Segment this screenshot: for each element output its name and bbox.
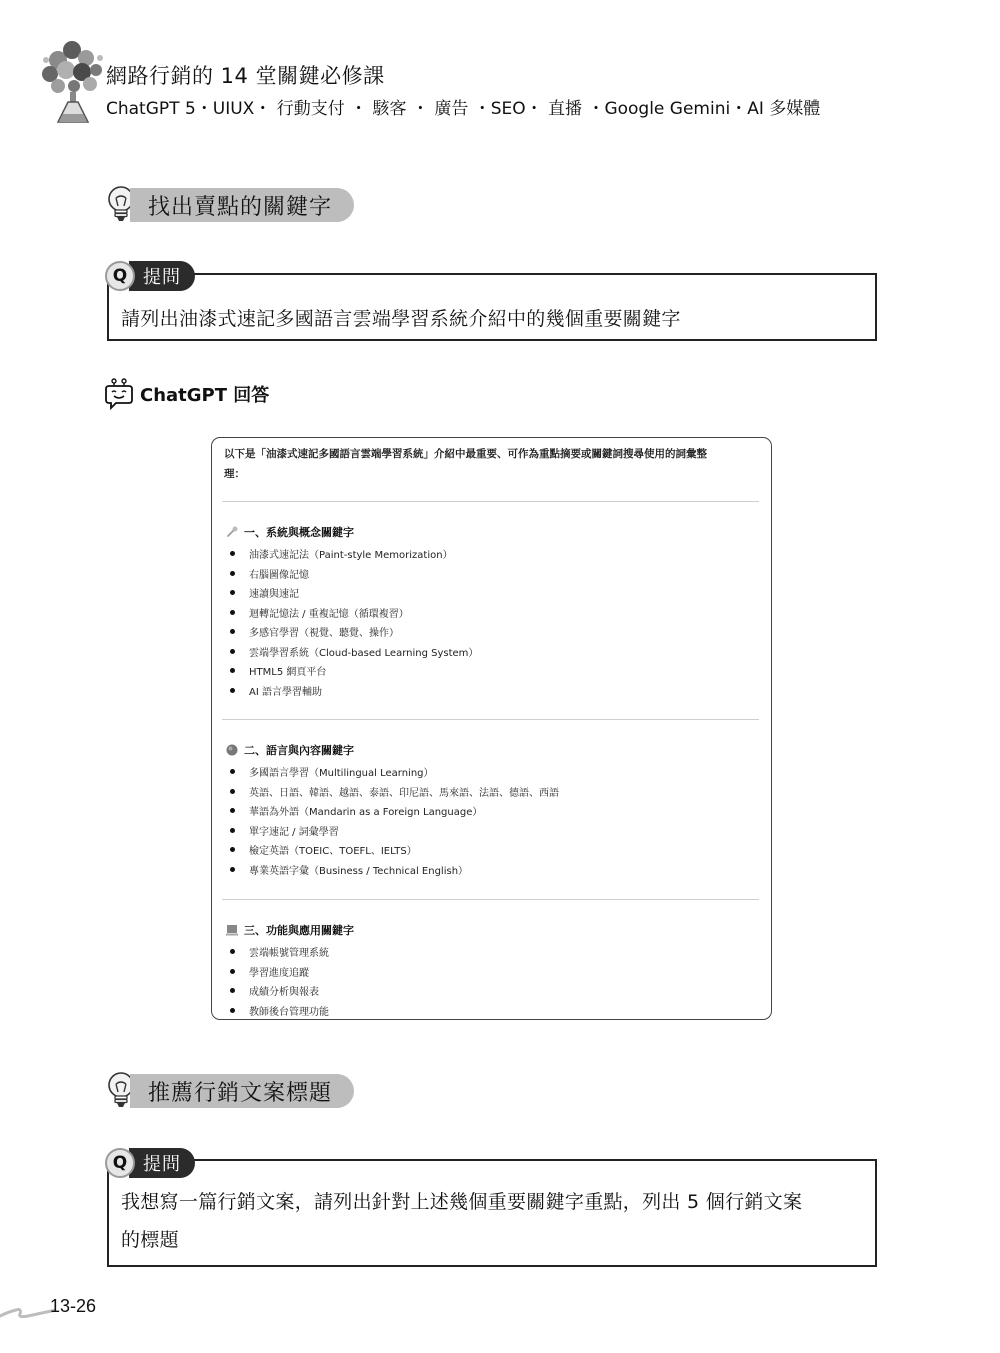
- bullet-icon: [230, 828, 235, 833]
- category-heading-language: [226, 740, 354, 760]
- chatgpt-answer-label: [104, 378, 269, 410]
- question-box: [107, 273, 877, 341]
- answer-intro-line2: 理：: [224, 468, 245, 480]
- list-item-text: 學習進度追蹤: [249, 967, 309, 979]
- list-item: [226, 782, 559, 802]
- list-item: [226, 603, 478, 623]
- divider: [222, 719, 759, 720]
- keyword-list-system: [226, 544, 478, 700]
- question-text-line2: 的標題: [121, 1229, 179, 1251]
- list-item-text: 教師後台管理功能: [249, 1006, 329, 1018]
- bullet-icon: [230, 808, 235, 813]
- category-title: 一、系統與概念關鍵字: [244, 526, 354, 539]
- list-item-text: 單字速記 / 詞彙學習: [249, 826, 339, 838]
- list-item-text: 多感官學習（視覺、聽覺、操作）: [249, 628, 399, 640]
- bullet-icon: [230, 571, 235, 576]
- bullet-icon: [230, 1008, 235, 1013]
- globe-icon: [226, 744, 238, 756]
- list-item-text: 專業英語字彙（Business / Technical English）: [249, 865, 469, 877]
- section-heading-label: 找出賣點的關鍵字: [130, 188, 354, 222]
- question-badge-label: 提問: [129, 1148, 195, 1178]
- key-icon: [226, 526, 238, 538]
- category-heading-features: [226, 920, 354, 940]
- question-badge-label: 提問: [129, 261, 195, 291]
- list-item: [226, 661, 478, 681]
- section-heading-label: 推薦行銷文案標題: [130, 1074, 354, 1108]
- keyword-list-features: [226, 942, 329, 1020]
- list-item: [226, 1001, 329, 1021]
- list-item: [226, 981, 329, 1001]
- list-item-text: 多國語言學習（Multilingual Learning）: [249, 768, 434, 780]
- category-title: 二、語言與內容關鍵字: [244, 744, 354, 757]
- list-item: [226, 942, 329, 962]
- list-item-text: HTML5 網頁平台: [249, 667, 327, 679]
- list-item: [226, 564, 478, 584]
- question-badge: [105, 1146, 195, 1180]
- list-item-text: 右腦圖像記憶: [249, 569, 309, 581]
- category-title: 三、功能與應用關鍵字: [244, 924, 354, 937]
- bullet-icon: [230, 590, 235, 595]
- laptop-icon: [226, 924, 238, 936]
- list-item: [226, 801, 559, 821]
- bullet-icon: [230, 551, 235, 556]
- bullet-icon: [230, 847, 235, 852]
- keyword-list-language: [226, 762, 559, 879]
- bullet-icon: [230, 969, 235, 974]
- bullet-icon: [230, 668, 235, 673]
- page-number: 13-26: [50, 1296, 97, 1316]
- list-item: [226, 821, 559, 841]
- q-letter-icon: Q: [105, 261, 135, 291]
- book-subtitle: ChatGPT 5・UIUX・ 行動支付 ・ 駭客 ・ 廣告 ・SEO・ 直播 ・Google Gemini・AI 多媒體: [106, 99, 821, 119]
- bullet-icon: [230, 610, 235, 615]
- list-item-text: 雲端帳號管理系統: [249, 948, 329, 960]
- list-item-text: AI 語言學習輔助: [249, 686, 322, 698]
- category-heading-system: [226, 522, 354, 542]
- book-header: [38, 38, 858, 128]
- bullet-icon: [230, 988, 235, 993]
- question-badge: [105, 259, 195, 293]
- chatgpt-answer-card: [211, 437, 772, 1020]
- flask-logo-icon: [38, 38, 108, 126]
- list-item-text: 英語、日語、韓語、越語、泰語、印尼語、馬來語、法語、德語、西語: [249, 787, 559, 799]
- list-item: [226, 544, 478, 564]
- list-item: [226, 622, 478, 642]
- divider: [222, 899, 759, 900]
- list-item-text: 油漆式速記法（Paint-style Memorization）: [249, 550, 453, 562]
- list-item: [226, 860, 559, 880]
- answer-intro-line1: 以下是「油漆式速記多國語言雲端學習系統」介紹中最重要、可作為重點摘要或關鍵詞搜尋使用的詞彙整: [224, 448, 707, 460]
- bullet-icon: [230, 867, 235, 872]
- list-item-text: 檢定英語（TOEIC、TOEFL、IELTS）: [249, 846, 417, 858]
- question-text-line1: 我想寫一篇行銷文案，請列出針對上述幾個重要關鍵字重點，列出 5 個行銷文案: [121, 1191, 803, 1213]
- bullet-icon: [230, 789, 235, 794]
- question-text: 請列出油漆式速記多國語言雲端學習系統介紹中的幾個重要關鍵字: [121, 308, 681, 330]
- list-item: [226, 681, 478, 701]
- bullet-icon: [230, 949, 235, 954]
- answer-intro: [224, 444, 764, 484]
- question-box: [107, 1159, 877, 1267]
- list-item: [226, 642, 478, 662]
- question-text: [109, 1161, 875, 1259]
- list-item: [226, 583, 478, 603]
- page-footer: [0, 1292, 120, 1326]
- list-item: [226, 840, 559, 860]
- bullet-icon: [230, 769, 235, 774]
- q-letter-icon: Q: [105, 1148, 135, 1178]
- book-title: 網路行銷的 14 堂關鍵必修課: [106, 64, 385, 88]
- list-item-text: 速讀與速記: [249, 589, 299, 601]
- list-item: [226, 962, 329, 982]
- squiggle-decoration-icon: [0, 1298, 56, 1320]
- divider: [222, 501, 759, 502]
- bullet-icon: [230, 629, 235, 634]
- chatgpt-answer-title: ChatGPT 回答: [140, 385, 270, 406]
- list-item-text: 成績分析與報表: [249, 987, 319, 999]
- bullet-icon: [230, 649, 235, 654]
- list-item-text: 華語為外語（Mandarin as a Foreign Language）: [249, 807, 483, 819]
- list-item-text: 迴轉記憶法 / 重複記憶（循環複習）: [249, 608, 409, 620]
- list-item: [226, 762, 559, 782]
- list-item-text: 雲端學習系統（Cloud-based Learning System）: [249, 647, 479, 659]
- bullet-icon: [230, 688, 235, 693]
- robot-chat-icon: [104, 378, 134, 410]
